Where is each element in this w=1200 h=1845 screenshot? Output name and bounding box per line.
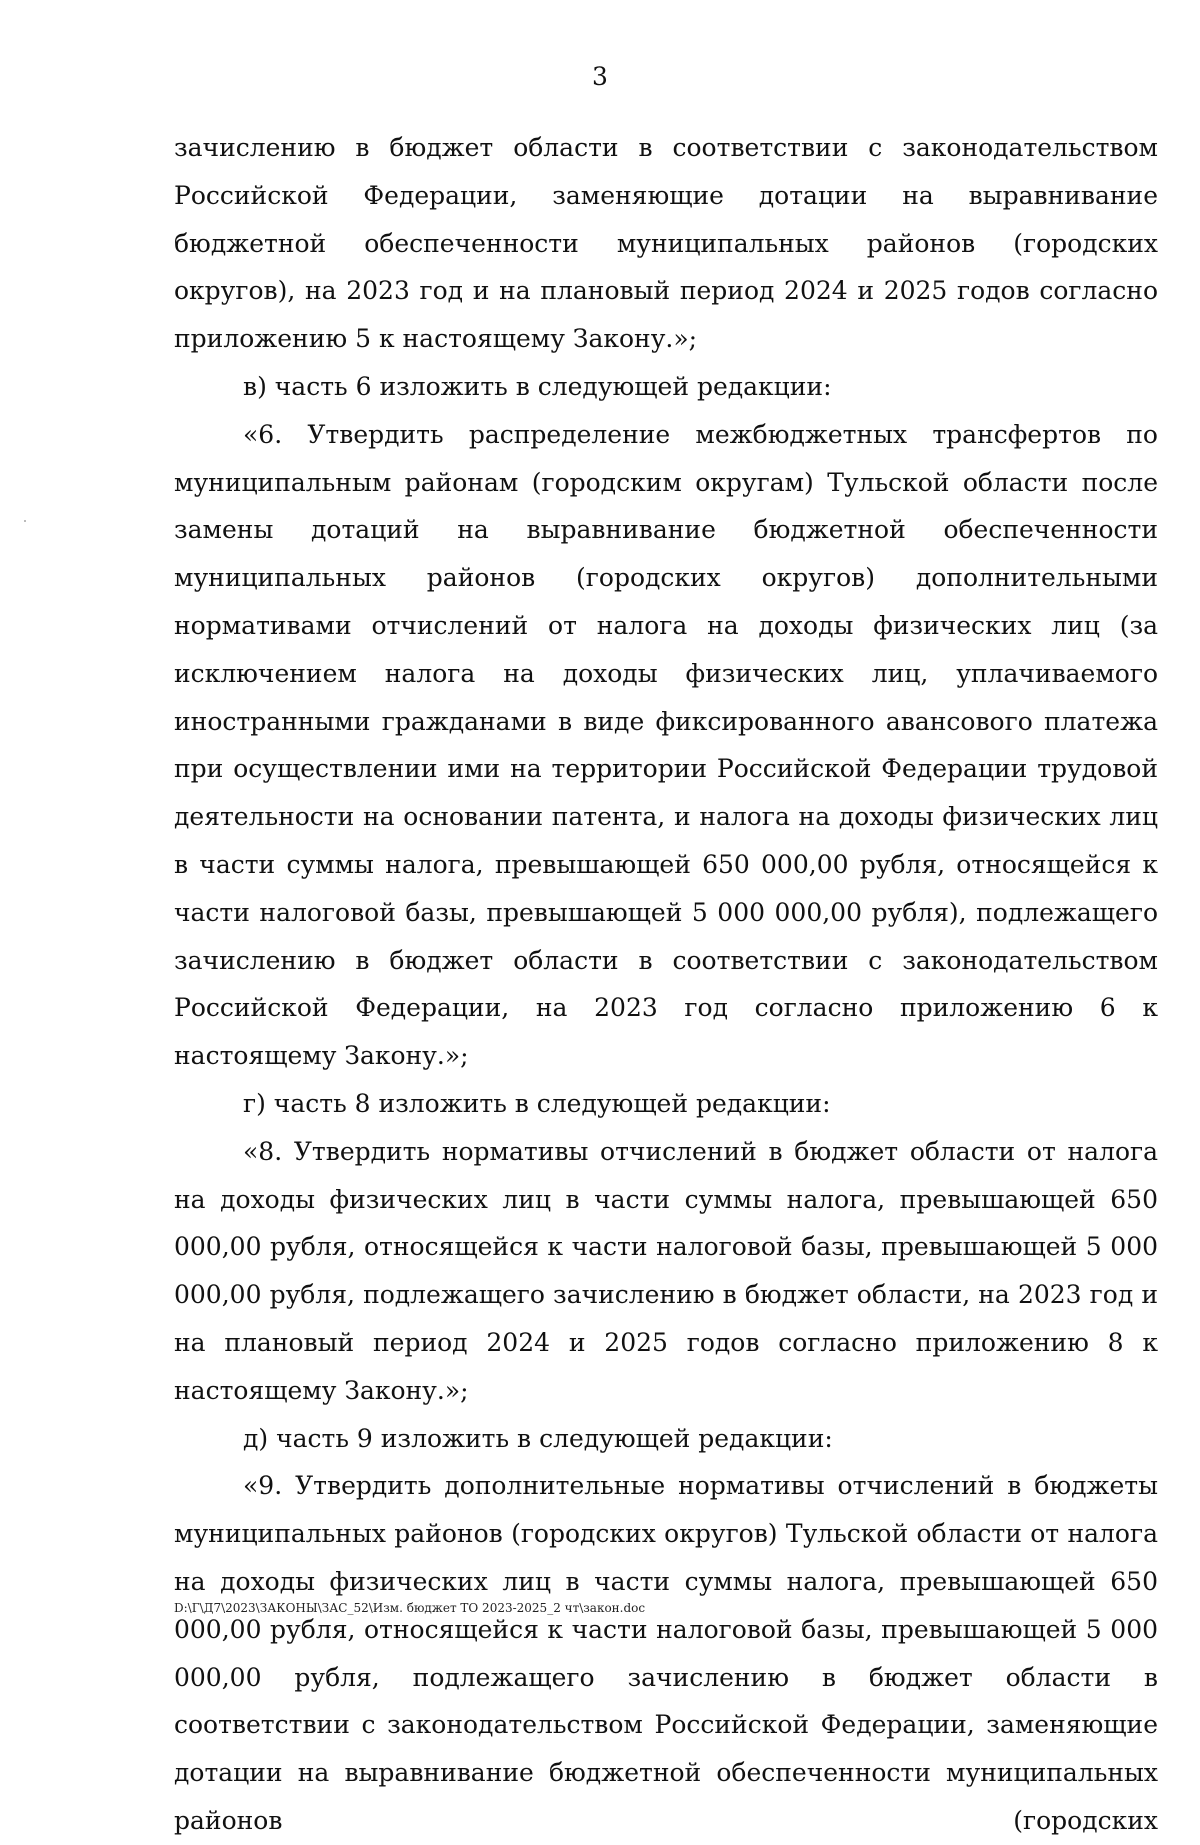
footer-file-path: D:\Г\Д7\2023\ЗАКОНЫ\ЗАС_52\Изм. бюджет ТО 2023-2025_2 чт\закон.doc xyxy=(174,1601,646,1615)
scan-speck xyxy=(24,520,26,522)
page-number: 3 xyxy=(592,62,608,91)
paragraph-continuation: зачислению в бюджет области в соответствии с законодательством Российской Федерации, заменяющие дотации на выравнивание бюджетной обеспеченности муниципальных районов (городских округов), на 2023 год и на плановый период 2024 и 2025 годов согласно приложению 5 к настоящему Закону.»; xyxy=(174,133,1158,354)
paragraph-item-d: д) часть 9 изложить в следующей редакции: xyxy=(243,1423,833,1453)
paragraph-item-g: г) часть 8 изложить в следующей редакции: xyxy=(243,1088,831,1118)
paragraph-item-v: в) часть 6 изложить в следующей редакции: xyxy=(243,371,832,401)
paragraph-part-9: «9. Утвердить дополнительные нормативы отчислений в бюджеты муниципальных районов (городских округов) Тульской области от налога на доходы физических лиц в части суммы налога, превышающей 650 000,00 рубля, относящейся к части налоговой базы, превышающей 5 000 000,00 рубля, подлежащего зачислению в бюджет области в соответствии с законодательством Российской Федерации, заменяющие дотации на выравнивание бюджетной обеспеченности муниципальных районов (городских xyxy=(174,1471,1158,1835)
document-body xyxy=(174,124,1158,1845)
paragraph-part-8: «8. Утвердить нормативы отчислений в бюджет области от налога на доходы физических лиц в части суммы налога, превышающей 650 000,00 рубля, относящейся к части налоговой базы, превышающей 5 000 000,00 рубля, подлежащего зачислению в бюджет области, на 2023 год и на плановый период 2024 и 2025 годов согласно приложению 8 к настоящему Закону.»; xyxy=(174,1136,1158,1405)
paragraph-part-6: «6. Утвердить распределение межбюджетных трансфертов по муниципальным районам (городским округам) Тульской области после замены дотаций на выравнивание бюджетной обеспеченности муниципальных районов (городских округов) дополнительными нормативами отчислений от налога на доходы физических лиц (за исключением налога на доходы физических лиц, уплачиваемого иностранными гражданами в виде фиксированного авансового платежа при осуществлении ими на территории Российской Федерации трудовой деятельности на основании патента, и налога на доходы физических лиц в части суммы налога, превышающей 650 000,00 рубля, относящейся к части налоговой базы, превышающей 5 000 000,00 рубля), подлежащего зачислению в бюджет области в соответствии с законодательством Российской Федерации, на 2023 год согласно приложению 6 к настоящему Закону.»; xyxy=(174,419,1158,1071)
